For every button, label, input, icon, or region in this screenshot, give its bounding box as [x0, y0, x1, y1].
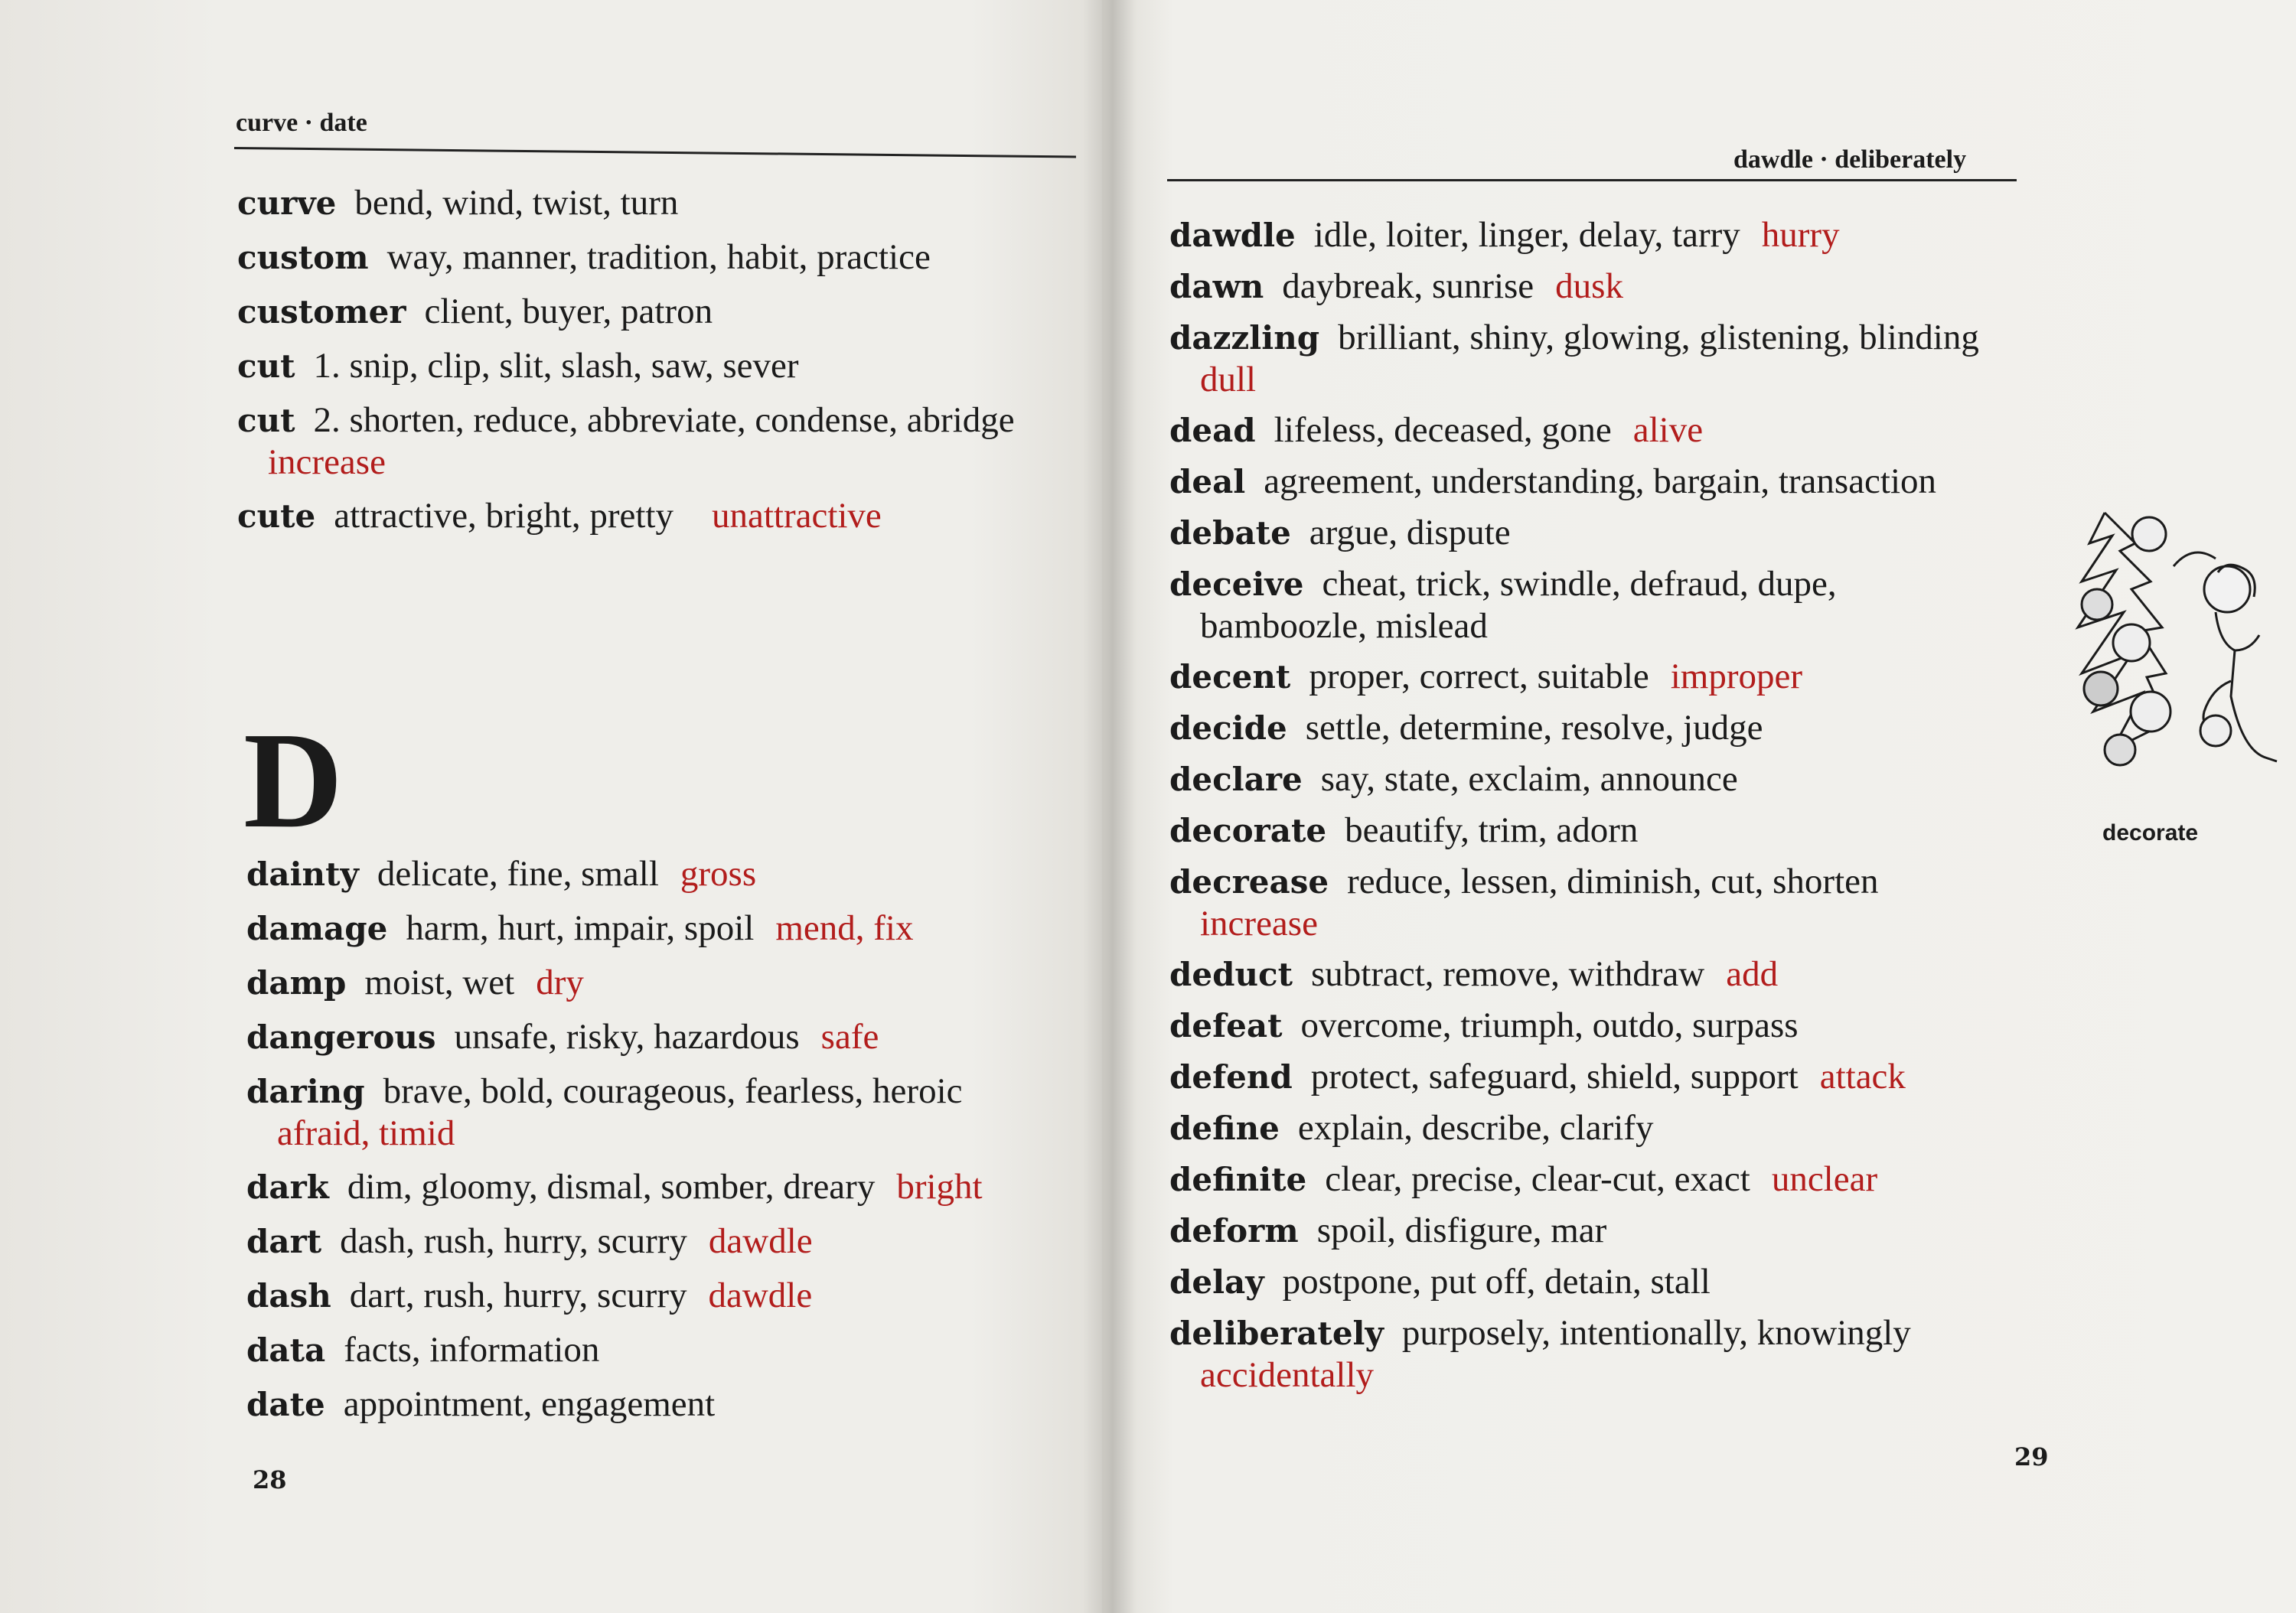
headword: delay	[1169, 1263, 1264, 1301]
synonyms: delicate, fine, small	[377, 854, 659, 894]
synonyms: overcome, triumph, outdo, surpass	[1300, 1005, 1799, 1045]
synonyms: dart, rush, hurry, scurry	[349, 1276, 687, 1315]
left-entries-top	[237, 182, 1087, 537]
antonym: gross	[680, 854, 757, 894]
entry	[1169, 758, 2027, 800]
headword: deal	[1169, 463, 1246, 500]
synonyms: cheat, trick, swindle, defraud, dupe, bamboozle, mislead	[1200, 564, 1837, 646]
synonyms: clear, precise, clear-cut, exact	[1325, 1159, 1750, 1199]
headword: defend	[1169, 1058, 1293, 1096]
entry	[246, 1070, 1088, 1154]
antonym: bright	[896, 1167, 983, 1207]
entry	[246, 1329, 1088, 1371]
entry	[1169, 1312, 2027, 1396]
section-letter: D	[243, 704, 343, 856]
headword: debate	[1169, 514, 1291, 552]
synonyms: explain, describe, clarify	[1297, 1108, 1654, 1148]
synonyms: daybreak, sunrise	[1282, 266, 1534, 306]
headword: decent	[1169, 658, 1291, 696]
entry	[246, 1275, 1088, 1317]
right-running-head: dawdle · deliberately	[1733, 145, 1967, 174]
entry	[246, 1383, 1088, 1426]
synonyms: harm, hurt, impair, spoil	[406, 908, 755, 948]
synonyms: reduce, lessen, diminish, cut, shorten	[1347, 862, 1879, 901]
synonyms: subtract, remove, withdraw	[1310, 954, 1705, 994]
entry	[237, 182, 1087, 224]
synonyms: facts, information	[344, 1330, 600, 1370]
headword: dawdle	[1169, 217, 1296, 254]
entry	[1169, 1056, 2027, 1098]
entry	[1169, 317, 2027, 400]
synonyms: moist, wet	[364, 963, 515, 1002]
headword: deduct	[1169, 956, 1293, 993]
headword: deform	[1169, 1212, 1299, 1250]
entry	[1169, 266, 2027, 308]
entry	[1169, 1210, 2027, 1252]
entry	[1169, 707, 2027, 749]
antonym: unclear	[1771, 1159, 1878, 1199]
synonyms: client, buyer, patron	[424, 292, 713, 331]
synonyms: bend, wind, twist, turn	[354, 183, 679, 223]
headword: custom	[237, 239, 369, 276]
antonym: improper	[1670, 657, 1803, 696]
synonyms: protect, safeguard, shield, support	[1310, 1057, 1799, 1097]
right-entries	[1169, 214, 2027, 1396]
headword: date	[246, 1386, 325, 1423]
synonyms: appointment, engagement	[343, 1384, 716, 1424]
synonyms: idle, loiter, linger, delay, tarry	[1313, 215, 1740, 255]
antonym: increase	[1200, 904, 1318, 943]
entry	[237, 495, 1087, 537]
antonym: safe	[820, 1017, 879, 1057]
synonyms: brave, bold, courageous, fearless, heroic	[383, 1071, 963, 1111]
headword: definite	[1169, 1161, 1307, 1198]
headword: daring	[246, 1073, 365, 1110]
headword: decorate	[1169, 812, 1327, 849]
entry	[246, 1016, 1088, 1058]
headword: cute	[237, 497, 316, 535]
synonyms: dash, rush, hurry, scurry	[340, 1221, 687, 1261]
synonyms: purposely, intentionally, knowingly	[1401, 1313, 1911, 1353]
headword: dark	[246, 1168, 329, 1206]
synonyms: dim, gloomy, dismal, somber, dreary	[347, 1167, 876, 1207]
left-entries-d	[246, 853, 1088, 1426]
antonym: dull	[1200, 360, 1257, 399]
illustration-caption: decorate	[2102, 820, 2199, 846]
synonyms: argue, dispute	[1309, 513, 1511, 552]
synonyms: way, manner, tradition, habit, practice	[386, 237, 931, 277]
left-running-head: curve · date	[236, 109, 367, 137]
headword: decrease	[1169, 863, 1329, 901]
headword: curve	[237, 184, 337, 222]
synonyms: proper, correct, suitable	[1309, 657, 1649, 696]
antonym: unattractive	[711, 496, 882, 536]
entry	[246, 962, 1088, 1004]
headword: defeat	[1169, 1007, 1283, 1044]
synonyms: settle, determine, resolve, judge	[1305, 708, 1763, 748]
headword: dangerous	[246, 1018, 436, 1056]
headword: cut	[237, 402, 295, 439]
headword: customer	[237, 293, 406, 331]
headword: dead	[1169, 412, 1256, 449]
entry	[1169, 461, 2027, 503]
synonyms: agreement, understanding, bargain, transaction	[1264, 461, 1937, 501]
entry	[1169, 563, 1889, 647]
headword: dash	[246, 1277, 331, 1315]
headword: declare	[1169, 761, 1303, 798]
antonym: increase	[268, 442, 386, 482]
synonyms: postpone, put off, detain, stall	[1282, 1262, 1711, 1302]
entry	[1169, 214, 2027, 256]
synonyms: beautify, trim, adorn	[1345, 810, 1639, 850]
headword: dart	[246, 1223, 322, 1260]
antonym: dawdle	[708, 1221, 813, 1261]
antonym: mend, fix	[775, 908, 914, 948]
synonyms: 2. shorten, reduce, abbreviate, condense, abridge	[313, 400, 1015, 440]
synonyms: 1. snip, clip, slit, slash, saw, sever	[313, 346, 799, 386]
synonyms: attractive, bright, pretty	[334, 496, 673, 536]
entry	[1169, 1261, 2027, 1303]
entry	[1169, 1005, 2027, 1047]
right-page-number: 29	[2014, 1442, 2049, 1471]
headword: deliberately	[1169, 1315, 1384, 1352]
entry	[1169, 512, 2027, 554]
synonyms: unsafe, risky, hazardous	[454, 1017, 800, 1057]
headword: decide	[1169, 709, 1287, 747]
entry	[246, 853, 1088, 895]
synonyms: say, state, exclaim, announce	[1320, 759, 1738, 799]
antonym: dry	[536, 963, 584, 1002]
antonym: afraid, timid	[277, 1113, 455, 1153]
right-header-rule	[1167, 179, 2017, 181]
entry	[1169, 953, 2027, 995]
headword: define	[1169, 1110, 1280, 1147]
entry	[237, 291, 1087, 333]
headword: dainty	[246, 855, 359, 893]
antonym: dawdle	[708, 1276, 813, 1315]
entry	[1169, 861, 2027, 944]
headword: cut	[237, 347, 295, 385]
entry	[246, 1220, 1088, 1263]
synonyms: spoil, disfigure, mar	[1316, 1211, 1607, 1250]
entry	[1169, 810, 2027, 852]
antonym: add	[1726, 954, 1779, 994]
entry	[1169, 1107, 2027, 1149]
headword: data	[246, 1331, 326, 1369]
antonym: attack	[1819, 1057, 1906, 1097]
antonym: alive	[1632, 410, 1704, 450]
headword: deceive	[1169, 565, 1304, 603]
synonyms: lifeless, deceased, gone	[1274, 410, 1612, 450]
antonym: dusk	[1555, 266, 1623, 306]
entry	[237, 345, 1087, 387]
synonyms: brilliant, shiny, glowing, glistening, blinding	[1338, 318, 1979, 357]
entry	[237, 399, 1087, 483]
entry	[1169, 409, 2027, 451]
headword: dawn	[1169, 268, 1264, 305]
entry	[237, 236, 1087, 279]
decorating-illustration	[2059, 497, 2281, 811]
antonym: accidentally	[1200, 1355, 1375, 1395]
book-gutter	[1083, 0, 1137, 1613]
headword: dazzling	[1169, 319, 1320, 357]
entry	[246, 908, 1088, 950]
headword: damp	[246, 964, 347, 1002]
entry	[1169, 1158, 2027, 1201]
antonym: hurry	[1761, 215, 1840, 255]
left-page-number: 28	[253, 1465, 287, 1494]
entry	[246, 1166, 1088, 1208]
entry	[1169, 656, 2027, 698]
headword: damage	[246, 910, 388, 947]
